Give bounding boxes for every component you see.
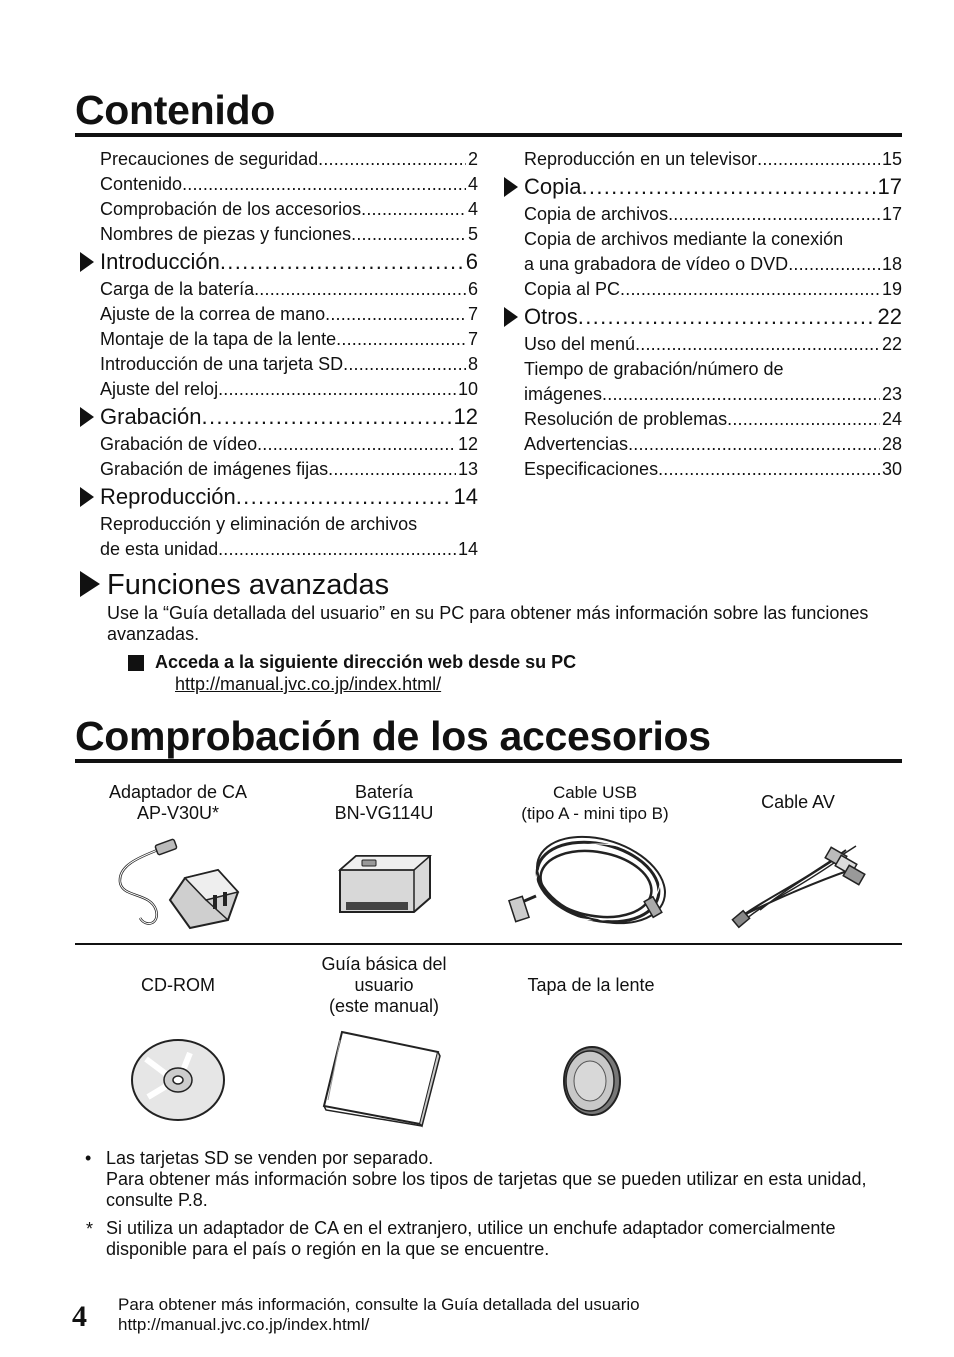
basic-guide-label-line3: (este manual) [328, 996, 440, 1016]
section-arrow-icon [504, 307, 518, 327]
page-number: 4 [72, 1300, 87, 1333]
toc-entry[interactable] [500, 432, 902, 457]
toc-label: Copia de archivos [524, 204, 669, 224]
toc-page-number: 12 [453, 404, 478, 429]
basic-guide-label-line2: usuario [354, 975, 414, 995]
toc-leader-dots [602, 382, 880, 407]
toc-leader-dots [578, 302, 876, 332]
av-cable-label-line1: Cable AV [761, 792, 835, 812]
toc-entry[interactable] [500, 277, 902, 302]
toc-label: Uso del menú [524, 334, 636, 354]
toc-label: Carga de la batería [100, 279, 255, 299]
asterisk-note: Si utiliza un adaptador de CA en el extranjero, utilice un enchufe adaptador comercialmente disponible para el país o región en la que se encuentre. [106, 1218, 836, 1259]
toc-label: Precauciones de seguridad [100, 149, 319, 169]
battery-icon [334, 852, 434, 917]
toc-section[interactable] [76, 482, 478, 512]
accesorios-title: Comprobación de los accesorios [75, 713, 711, 759]
toc-leader-dots [635, 332, 880, 357]
toc-entry[interactable] [76, 172, 478, 197]
toc-entry-line[interactable] [76, 512, 478, 537]
av-cable-label [698, 792, 898, 813]
toc-leader-dots [218, 537, 456, 562]
toc-page-number: 14 [457, 539, 478, 559]
asterisk-marker: * [86, 1219, 94, 1239]
toc-entry[interactable] [500, 147, 902, 172]
toc-section[interactable] [76, 402, 478, 432]
toc-page-number: 18 [881, 254, 902, 274]
toc-label: Advertencias [524, 434, 629, 454]
toc-leader-dots [788, 252, 880, 277]
toc-leader-dots [658, 457, 880, 482]
toc-label: Tiempo de grabación/número de [524, 359, 784, 379]
toc-leader-dots [218, 377, 456, 402]
toc-page-number: 23 [881, 384, 902, 404]
lens-cap-icon [560, 1045, 622, 1117]
toc-leader-dots [325, 302, 466, 327]
toc-page-number: 4 [467, 199, 478, 219]
toc-leader-dots [668, 202, 880, 227]
toc-label: Contenido [100, 174, 183, 194]
toc-label: de esta unidad [100, 539, 219, 559]
lens-cap-label [490, 975, 692, 996]
toc-entry[interactable] [76, 457, 478, 482]
toc-entry-line[interactable] [500, 357, 902, 382]
toc-page-number: 17 [877, 174, 902, 199]
toc-leader-dots [236, 482, 452, 512]
section-arrow-icon [80, 487, 94, 507]
toc-label: Reproducción y eliminación de archivos [100, 514, 418, 534]
battery-label-line1: Batería [354, 782, 414, 802]
toc-leader-dots [202, 402, 452, 432]
toc-entry[interactable] [76, 277, 478, 302]
toc-page-number: 10 [457, 379, 478, 399]
toc-entry[interactable] [500, 252, 902, 277]
bullet-note [106, 1148, 906, 1211]
footer-line1: Para obtener más información, consulte la Guía detallada del usuario [118, 1295, 640, 1314]
basic-guide-label [284, 954, 484, 1017]
toc-leader-dots [336, 327, 466, 352]
toc-label: imágenes [524, 384, 603, 404]
square-bullet-icon [128, 655, 144, 671]
toc-section[interactable] [500, 172, 902, 202]
toc-entry[interactable] [500, 382, 902, 407]
toc-right-column [500, 147, 902, 482]
toc-label: Comprobación de los accesorios [100, 199, 362, 219]
toc-leader-dots [318, 147, 466, 172]
toc-page-number: 13 [457, 459, 478, 479]
toc-label: Grabación de vídeo [100, 434, 258, 454]
toc-page-number: 22 [881, 334, 902, 354]
bullet-note-line2: Para obtener más información sobre los tipos de tarjetas que se pueden utilizar en esta unidad, consulte P.8. [106, 1169, 867, 1210]
toc-page-number: 30 [881, 459, 902, 479]
toc-entry[interactable] [500, 407, 902, 432]
toc-leader-dots [220, 247, 464, 277]
accessory-row-divider [75, 943, 902, 945]
manual-icon [320, 1030, 444, 1126]
toc-leader-dots [257, 432, 456, 457]
toc-entry[interactable] [76, 222, 478, 247]
toc-page-number: 8 [467, 354, 478, 374]
toc-page-number: 14 [453, 484, 478, 509]
toc-page-number: 22 [877, 304, 902, 329]
toc-page-number: 7 [467, 304, 478, 324]
toc-label: Grabación [100, 404, 202, 429]
toc-label: a una grabadora de vídeo o DVD [524, 254, 789, 274]
cd-rom-icon [128, 1037, 228, 1123]
toc-leader-dots [343, 352, 466, 377]
toc-entry[interactable] [76, 197, 478, 222]
toc-page-number: 5 [467, 224, 478, 244]
toc-leader-dots [620, 277, 880, 302]
funciones-arrow-icon [80, 571, 100, 597]
toc-page-number: 15 [881, 149, 902, 169]
usb-cable-label-line2: (tipo A - mini tipo B) [521, 804, 669, 823]
toc-leader-dots [628, 432, 880, 457]
battery-label-line2: BN-VG114U [334, 803, 434, 823]
ac-adapter-label [78, 782, 278, 824]
toc-label: Resolución de problemas [524, 409, 728, 429]
toc-page-number: 4 [467, 174, 478, 194]
toc-page-number: 6 [467, 279, 478, 299]
bullet-marker: • [85, 1148, 92, 1168]
toc-entry[interactable] [76, 302, 478, 327]
ac-adapter-label-line1: Adaptador de CA [108, 782, 248, 802]
toc-entry[interactable] [500, 202, 902, 227]
manual-url-link[interactable]: http://manual.jvc.co.jp/index.html/ [175, 674, 442, 694]
toc-label: Grabación de imágenes fijas [100, 459, 329, 479]
usb-cable-label-line1: Cable USB [552, 783, 638, 802]
toc-label: Nombres de piezas y funciones [100, 224, 352, 244]
toc-page-number: 2 [467, 149, 478, 169]
footer-text [118, 1295, 640, 1335]
toc-entry[interactable] [500, 332, 902, 357]
toc-leader-dots [182, 172, 466, 197]
toc-section[interactable] [76, 247, 478, 277]
toc-label: Copia al PC [524, 279, 621, 299]
toc-entry[interactable] [76, 147, 478, 172]
toc-leader-dots [254, 277, 466, 302]
toc-entry-line[interactable] [500, 227, 902, 252]
funciones-body: Use la “Guía detallada del usuario” en su PC para obtener más información sobre las funciones avanzadas. [107, 603, 869, 644]
toc-entry[interactable] [76, 432, 478, 457]
contenido-rule [75, 133, 902, 137]
toc-entry[interactable] [76, 537, 478, 562]
ac-adapter-icon [110, 840, 245, 935]
toc-label: Introducción de una tarjeta SD [100, 354, 344, 374]
toc-entry[interactable] [76, 377, 478, 402]
toc-label: Copia de archivos mediante la conexión [524, 229, 844, 249]
toc-entry[interactable] [76, 327, 478, 352]
usb-cable-label [490, 782, 700, 824]
toc-page-number: 7 [467, 329, 478, 349]
accesorios-rule [75, 759, 902, 763]
toc-page-number: 6 [465, 249, 478, 274]
usb-cable-icon [506, 836, 668, 934]
toc-label: Especificaciones [524, 459, 659, 479]
toc-entry[interactable] [76, 352, 478, 377]
toc-label: Introducción [100, 249, 220, 274]
toc-label: Montaje de la tapa de la lente [100, 329, 337, 349]
toc-left-column [76, 147, 478, 562]
lens-cap-label-line1: Tapa de la lente [527, 975, 655, 995]
toc-label: Reproducción en un televisor [524, 149, 758, 169]
section-arrow-icon [80, 252, 94, 272]
bullet-note-line1: Las tarjetas SD se venden por separado. [106, 1148, 434, 1168]
toc-section[interactable] [500, 302, 902, 332]
toc-leader-dots [757, 147, 880, 172]
funciones-title: Funciones avanzadas [107, 569, 390, 601]
toc-page-number: 19 [881, 279, 902, 299]
cd-rom-label [78, 975, 278, 996]
toc-page-number: 12 [457, 434, 478, 454]
ac-adapter-label-line2: AP-V30U* [136, 803, 220, 823]
contenido-title: Contenido [75, 87, 275, 133]
toc-label: Copia [524, 174, 582, 199]
section-arrow-icon [80, 407, 94, 427]
cd-rom-label-line1: CD-ROM [141, 975, 215, 995]
av-cable-icon [730, 836, 878, 934]
toc-leader-dots [727, 407, 880, 432]
section-arrow-icon [504, 177, 518, 197]
toc-label: Reproducción [100, 484, 236, 509]
toc-page-number: 28 [881, 434, 902, 454]
toc-leader-dots [361, 197, 466, 222]
toc-leader-dots [351, 222, 466, 247]
basic-guide-label-line1: Guía básica del [321, 954, 447, 974]
web-heading: Acceda a la siguiente dirección web desde su PC [155, 652, 577, 672]
toc-label: Ajuste de la correa de mano [100, 304, 326, 324]
toc-leader-dots [581, 172, 875, 202]
toc-leader-dots [328, 457, 456, 482]
battery-label [284, 782, 484, 824]
toc-label: Ajuste del reloj [100, 379, 219, 399]
footer-line2[interactable]: http://manual.jvc.co.jp/index.html/ [118, 1315, 370, 1334]
toc-entry[interactable] [500, 457, 902, 482]
toc-page-number: 17 [881, 204, 902, 224]
toc-label: Otros [524, 304, 578, 329]
toc-page-number: 24 [881, 409, 902, 429]
